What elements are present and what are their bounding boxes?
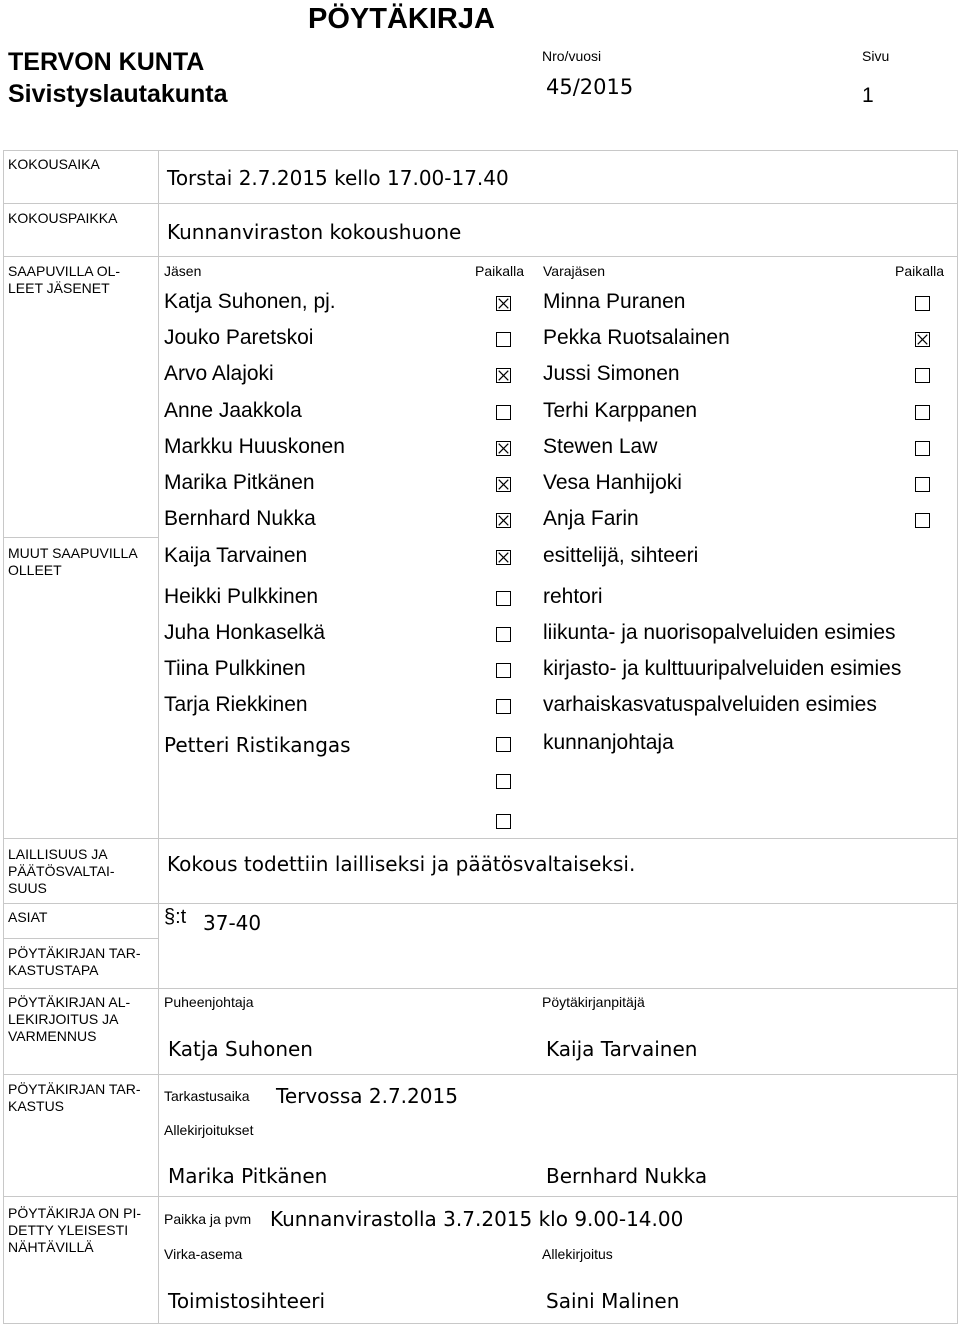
checkbox[interactable] (496, 332, 511, 347)
checked-checkbox[interactable] (915, 332, 930, 347)
items-prefix: §:t (164, 906, 187, 928)
divider (957, 150, 958, 1324)
department-name: Sivistyslautakunta (8, 80, 228, 108)
other-attendee-name: Heikki Pulkkinen (164, 585, 319, 608)
checkbox[interactable] (496, 774, 511, 789)
other-attendee-role: rehtori (543, 585, 603, 608)
public-place-label: Paikka ja pvm (164, 1211, 252, 1227)
divider (3, 903, 958, 904)
member-name: Marika Pitkänen (164, 471, 315, 494)
meeting-place-label: KOKOUSPAIKKA (8, 210, 118, 226)
meeting-time-label: KOKOUSAIKA (8, 156, 100, 172)
members-section-label: SAAPUVILLA OL- LEET JÄSENET (8, 263, 121, 296)
number-year-value: 45/2015 (546, 75, 634, 99)
divider (3, 838, 958, 839)
member-column-header: Jäsen (164, 263, 202, 279)
divider (3, 1074, 958, 1075)
member-name: Jouko Paretskoi (164, 326, 314, 350)
divider (3, 150, 4, 1324)
meeting-time-value: Torstai 2.7.2015 kello 17.00-17.40 (167, 166, 509, 190)
page-number: 1 (862, 84, 874, 107)
checkbox[interactable] (915, 368, 930, 383)
public-display-label: PÖYTÄKIRJA ON PI- DETTY YLEISESTI NÄHTÄVILLÄ (8, 1205, 142, 1255)
deputy-name: Stewen Law (543, 434, 658, 458)
checked-checkbox[interactable] (496, 368, 511, 383)
public-place-value: Kunnanvirastolla 3.7.2015 klo 9.00-14.00 (270, 1207, 684, 1231)
other-attendee-role: esittelijä, sihteeri (543, 544, 699, 567)
member-name: Bernhard Nukka (164, 507, 316, 531)
page-label: Sivu (862, 48, 890, 64)
review-time-label: Tarkastusaika (164, 1088, 250, 1104)
signatures-label: PÖYTÄKIRJAN AL- LEKIRJOITUS JA VARMENNUS (8, 994, 131, 1044)
deputy-present-column-header: Paikalla (895, 263, 945, 279)
divider (3, 1196, 958, 1197)
signature-value: Saini Malinen (546, 1289, 680, 1313)
checkbox[interactable] (915, 441, 930, 456)
position-label: Virka-asema (164, 1246, 243, 1262)
checkbox[interactable] (496, 663, 511, 678)
other-attendee-role: kunnanjohtaja (543, 731, 674, 754)
items-label: ASIAT (8, 909, 48, 925)
chair-label: Puheenjohtaja (164, 994, 254, 1010)
divider (3, 203, 958, 204)
other-attendee-name: Juha Honkaselkä (164, 621, 326, 644)
checkbox[interactable] (496, 699, 511, 714)
checkbox[interactable] (915, 477, 930, 492)
member-name: Katja Suhonen, pj. (164, 290, 336, 313)
reviewer-2-name: Bernhard Nukka (546, 1164, 708, 1188)
checkbox[interactable] (915, 296, 930, 311)
divider (158, 150, 159, 1324)
checked-checkbox[interactable] (496, 441, 511, 456)
reviewer-1-name: Marika Pitkänen (168, 1164, 328, 1188)
deputy-name: Pekka Ruotsalainen (543, 326, 730, 350)
other-attendee-role: liikunta- ja nuorisopalveluiden esimies (543, 621, 896, 644)
divider (3, 1323, 958, 1324)
checked-checkbox[interactable] (496, 296, 511, 311)
deputy-name: Vesa Hanhijoki (543, 471, 682, 494)
review-method-label: PÖYTÄKIRJAN TAR- KASTUSTAPA (8, 945, 141, 978)
deputy-name: Terhi Karppanen (543, 398, 698, 422)
deputy-name: Minna Puranen (543, 290, 686, 313)
divider (3, 256, 958, 257)
meeting-place-value: Kunnanviraston kokoushuone (167, 220, 462, 244)
checkbox[interactable] (915, 513, 930, 528)
other-attendee-name: Tarja Riekkinen (164, 693, 308, 716)
member-name: Markku Huuskonen (164, 434, 345, 458)
checkbox[interactable] (915, 405, 930, 420)
others-section-label: MUUT SAAPUVILLA OLLEET (8, 545, 138, 578)
member-name: Arvo Alajoki (164, 362, 274, 386)
other-attendee-role: kirjasto- ja kulttuuripalveluiden esimies (543, 657, 902, 680)
present-column-header: Paikalla (475, 263, 525, 279)
divider (3, 988, 958, 989)
other-attendee-name: Petteri Ristikangas (164, 733, 351, 757)
deputy-name: Anja Farin (543, 507, 639, 531)
checkbox[interactable] (496, 591, 511, 606)
secretary-label: Pöytäkirjanpitäjä (542, 994, 645, 1010)
member-name: Anne Jaakkola (164, 398, 302, 422)
other-attendee-name: Kaija Tarvainen (164, 544, 308, 567)
checkbox[interactable] (496, 737, 511, 752)
checkbox[interactable] (496, 627, 511, 642)
document-title: PÖYTÄKIRJA (308, 3, 495, 35)
signature-label: Allekirjoitus (542, 1246, 613, 1262)
number-year-label: Nro/vuosi (542, 48, 602, 64)
divider (3, 537, 158, 538)
secretary-name: Kaija Tarvainen (546, 1037, 698, 1061)
organization-name: TERVON KUNTA (8, 48, 205, 76)
divider (3, 150, 958, 151)
deputy-name: Jussi Simonen (543, 362, 680, 386)
items-value: 37-40 (203, 911, 262, 935)
position-value: Toimistosihteeri (168, 1289, 326, 1313)
legality-label: LAILLISUUS JA PÄÄTÖSVALTAI- SUUS (8, 846, 115, 896)
divider (3, 938, 158, 939)
other-attendee-name: Tiina Pulkkinen (164, 657, 306, 680)
legality-value: Kokous todettiin lailliseksi ja päätösvaltaiseksi. (167, 852, 636, 876)
deputy-column-header: Varajäsen (543, 263, 606, 279)
review-label: PÖYTÄKIRJAN TAR- KASTUS (8, 1081, 141, 1114)
checked-checkbox[interactable] (496, 513, 511, 528)
checkbox[interactable] (496, 814, 511, 829)
review-time-value: Tervossa 2.7.2015 (276, 1084, 458, 1108)
checkbox[interactable] (496, 405, 511, 420)
checked-checkbox[interactable] (496, 550, 511, 565)
review-signatures-label: Allekirjoitukset (164, 1122, 254, 1138)
checked-checkbox[interactable] (496, 477, 511, 492)
chair-name: Katja Suhonen (168, 1037, 313, 1061)
other-attendee-role: varhaiskasvatuspalveluiden esimies (543, 693, 877, 716)
